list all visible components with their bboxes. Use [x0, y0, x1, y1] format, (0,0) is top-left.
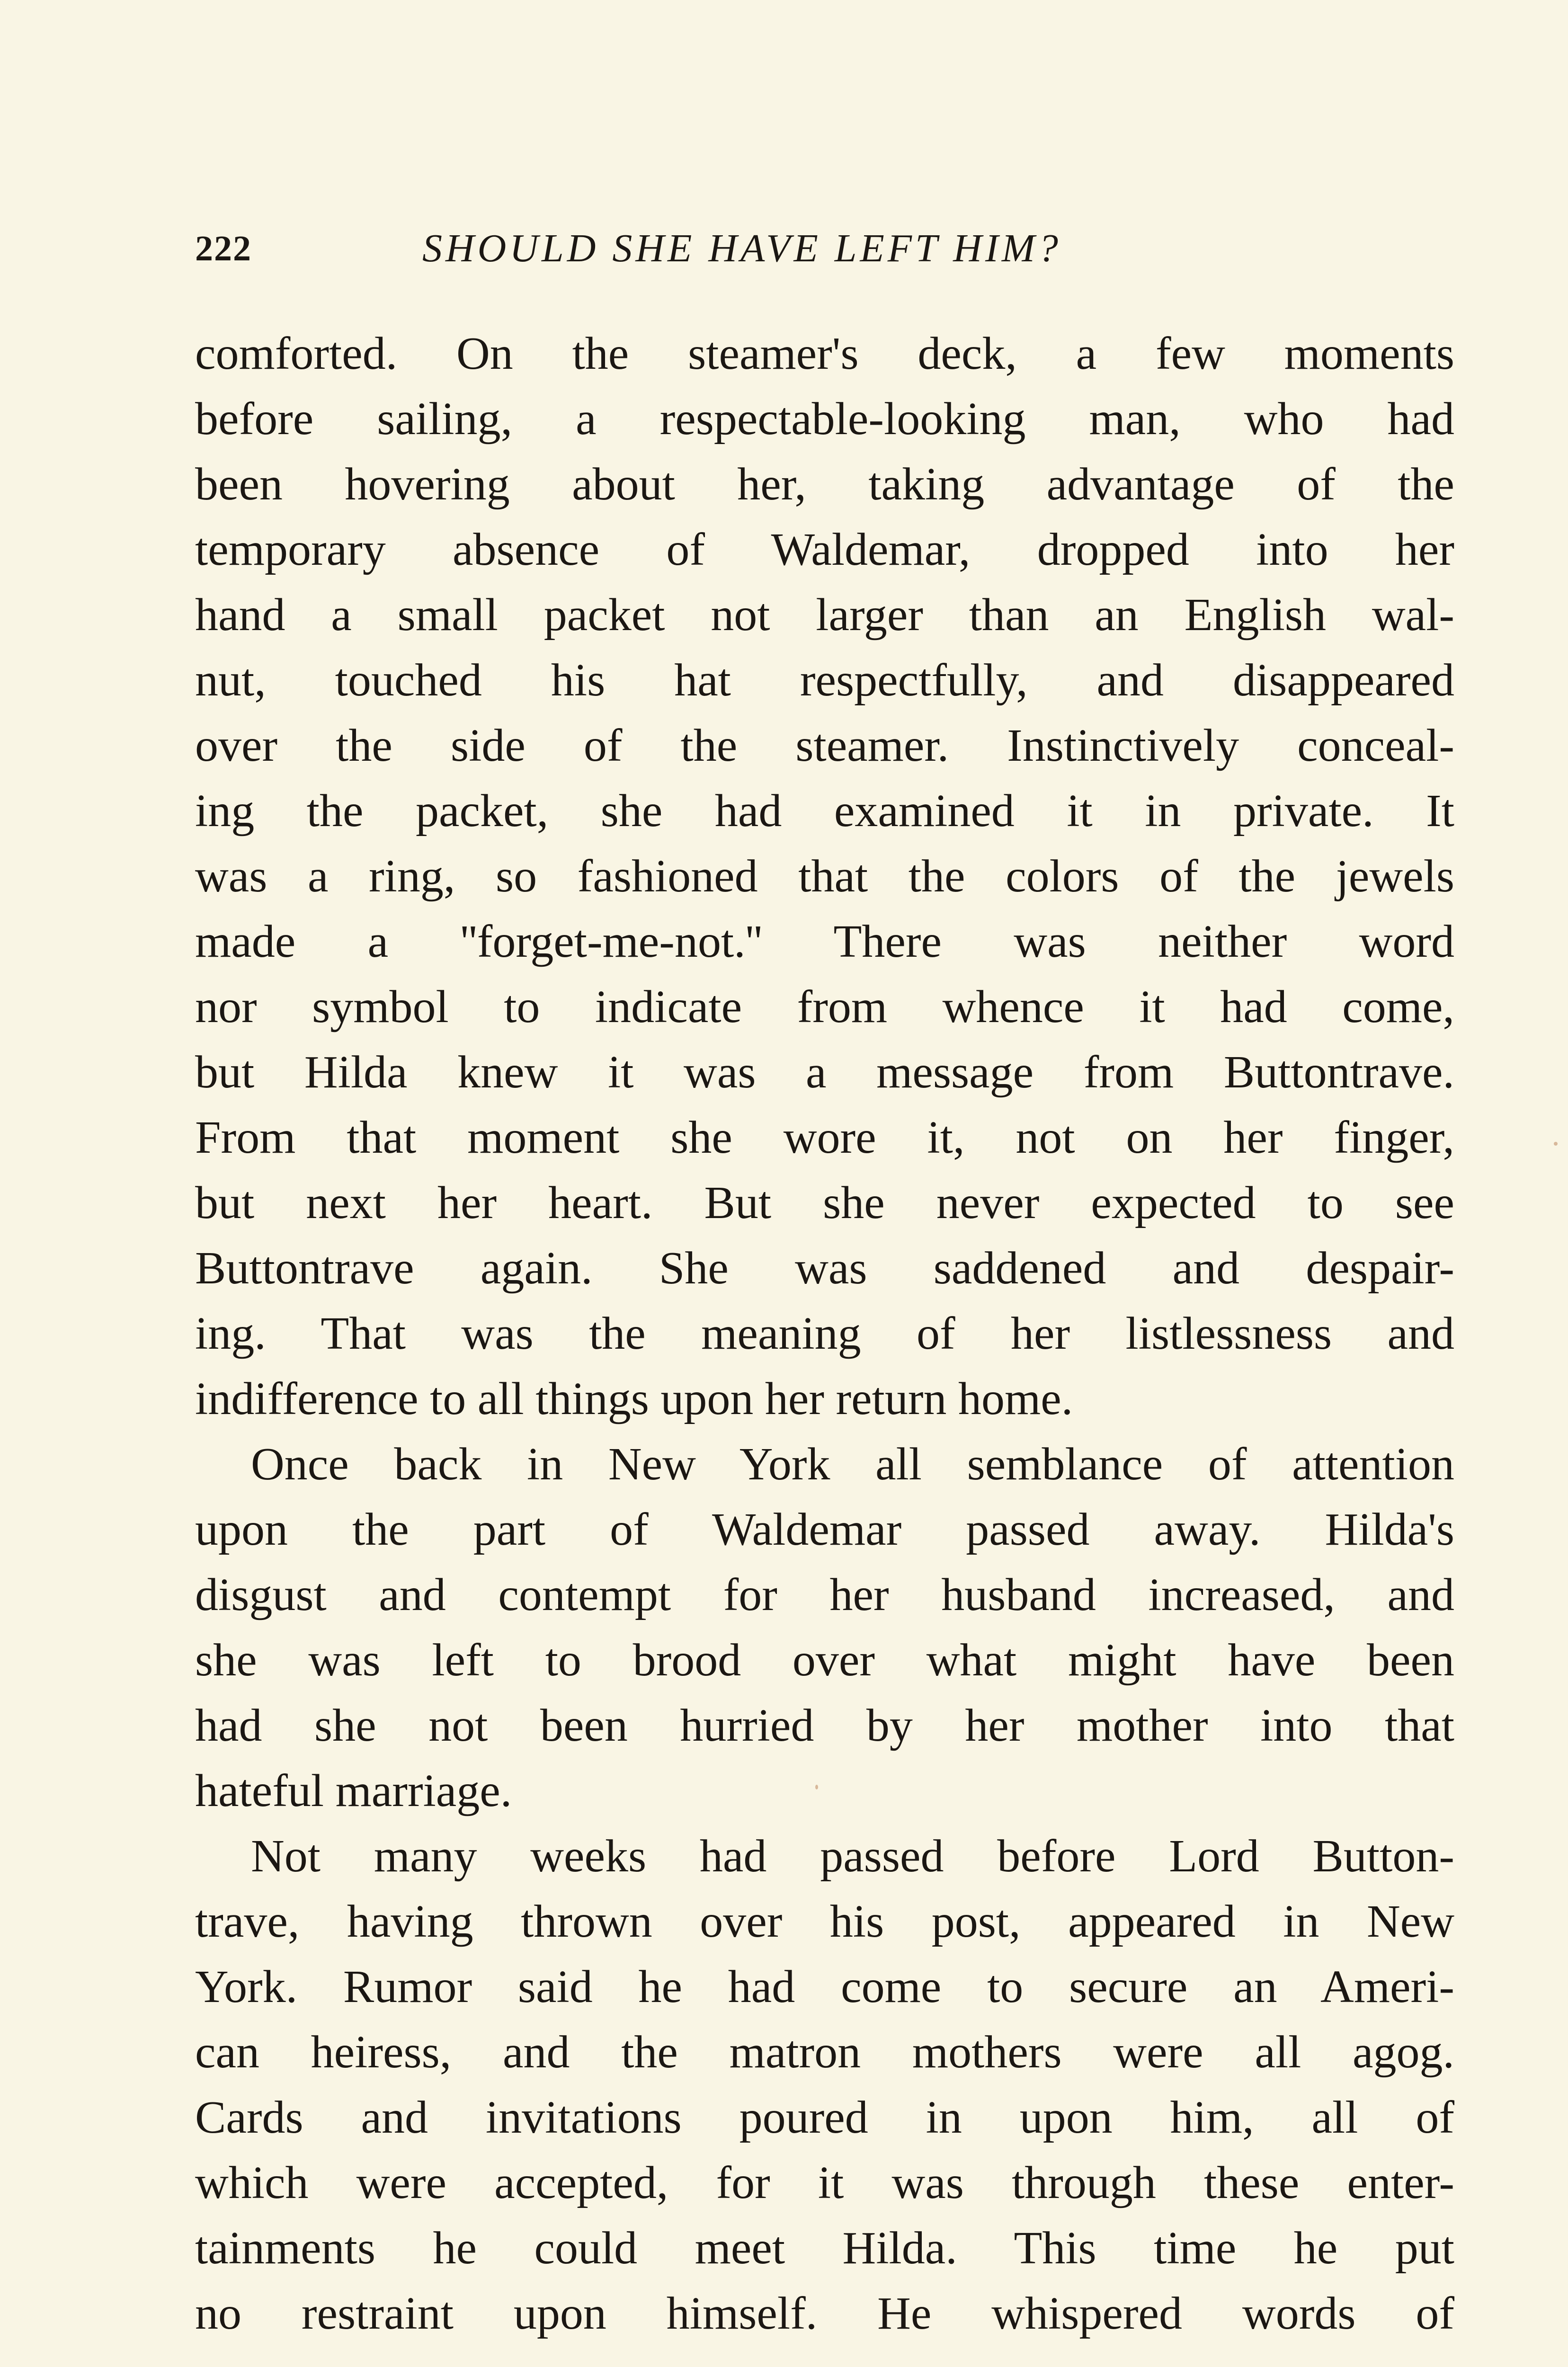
text-line: ing the packet, she had examined it in private. It: [195, 785, 1454, 836]
paper-speck: [815, 1785, 818, 1789]
page-number: 222: [195, 229, 252, 268]
text-line: York. Rumor said he had come to secure an Ameri-: [195, 1961, 1454, 2012]
text-line: trave, having thrown over his post, appeared in New: [195, 1896, 1454, 1947]
text-line: nor symbol to indicate from whence it had come,: [195, 981, 1454, 1032]
text-line: From that moment she wore it, not on her finger,: [195, 1112, 1454, 1163]
text-line: hand a small packet not larger than an English wal-: [195, 589, 1454, 641]
running-title: SHOULD SHE HAVE LEFT HIM?: [422, 226, 1061, 270]
text-line: over the side of the steamer. Instinctively conceal-: [195, 720, 1454, 771]
running-head: [195, 222, 1454, 275]
text-line: no restraint upon himself. He whispered words of: [195, 2288, 1454, 2339]
text-line: nut, touched his hat respectfully, and disappeared: [195, 655, 1454, 706]
text-line: but Hilda knew it was a message from Buttontrave.: [195, 1047, 1454, 1098]
text-line: had she not been hurried by her mother into that: [195, 1700, 1454, 1751]
text-line: disgust and contempt for her husband increased, and: [195, 1569, 1454, 1620]
paragraph-end-line: indifference to all things upon her return home.: [195, 1373, 1073, 1424]
text-line: Cards and invitations poured in upon him, all of: [195, 2092, 1454, 2143]
text-line: comforted. On the steamer's deck, a few moments: [195, 328, 1454, 379]
paragraph-start-line: Once back in New York all semblance of attention: [251, 1439, 1454, 1490]
text-line: Buttontrave again. She was saddened and despair-: [195, 1243, 1454, 1294]
text-line: ing. That was the meaning of her listlessness and: [195, 1308, 1454, 1359]
body-text: [195, 321, 1454, 2346]
text-line: can heiress, and the matron mothers were all agog.: [195, 2027, 1454, 2078]
text-line: she was left to brood over what might have been: [195, 1635, 1454, 1686]
text-line: been hovering about her, taking advantage of the: [195, 459, 1454, 510]
text-line: which were accepted, for it was through these enter-: [195, 2157, 1454, 2208]
text-line: upon the part of Waldemar passed away. Hilda's: [195, 1504, 1454, 1555]
text-line: before sailing, a respectable-looking man, who had: [195, 393, 1454, 445]
paragraph-end-line: hateful marriage.: [195, 1765, 512, 1816]
text-line: was a ring, so fashioned that the colors of the jewels: [195, 851, 1454, 902]
paragraph-start-line: Not many weeks had passed before Lord Button-: [251, 1831, 1454, 1882]
paper-speck: [1554, 1142, 1558, 1146]
text-line: but next her heart. But she never expected to see: [195, 1177, 1454, 1228]
text-line: tainments he could meet Hilda. This time he put: [195, 2223, 1454, 2274]
text-line: temporary absence of Waldemar, dropped into her: [195, 524, 1454, 575]
text-line: made a ''forget-me-not.'' There was neither word: [195, 916, 1454, 967]
